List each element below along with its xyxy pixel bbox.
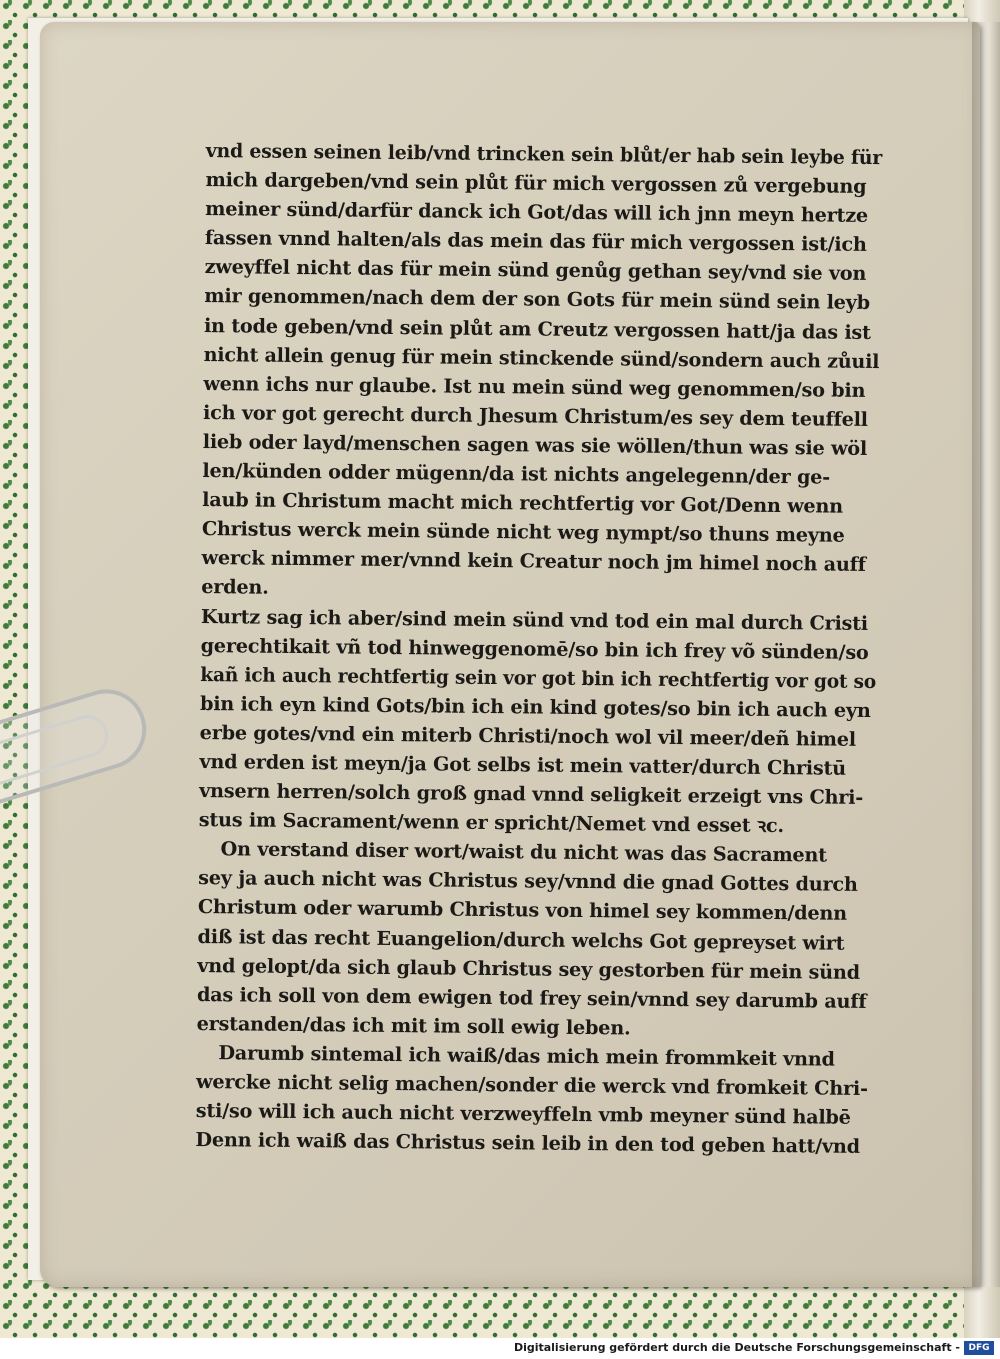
funding-credit: Digitalisierung gefördert durch die Deutsche Forschungsgemeinschaft - [513,1341,960,1354]
text-line: wercke nicht selig machen/sonder die werck vnd fromkeit Chri- [195,1069,868,1100]
text-line: erstanden/das ich mit im soll ewig leben. [196,1011,631,1040]
text-line: erbe gotes/vnd ein miterb Christi/noch wol vil meer/deñ himel [199,720,857,751]
text-line: sti/so will ich auch nicht verzweyffeln vmb meyner sünd halbē [195,1099,851,1129]
text-line: vnd erden ist meyn/ja Got selbs ist mein vatter/durch Christū [199,749,847,780]
text-line: vnd gelopt/da sich glaub Christus sey gestorben für mein sünd [197,953,861,984]
text-line: laub in Christum macht mich rechtfertig vor Got/Denn wenn [202,488,844,518]
text-line: len/künden odder mügenn/da ist nichts angelegenn/der ge- [202,459,831,489]
text-line: mich dargeben/vnd sein plůt für mich vergossen zů vergebung [205,168,867,199]
text-line: kañ ich auch rechtfertig sein vor got bin ich rechtfertig vor got so [200,662,877,693]
text-line: sey ja auch nicht was Christus sey/vnnd die gnad Gottes durch [198,866,858,897]
text-line: das ich soll von dem ewigen tod frey sein/vnnd sey darumb auff [196,982,867,1013]
page-fold-shadow [972,22,1000,1287]
text-line: vnsern herren/solch groß gnad vnnd seligkeit erzeigt vns Chri- [199,779,864,809]
footer-bar [0,1338,1000,1359]
text-line: meiner sünd/darfür danck ich Got/das will ich jnn meyn hertze [205,197,869,228]
text-line: wenn ichs nur glaube. Ist nu mein sünd weg genommen/so bin [203,371,866,402]
text-line: stus im Sacrament/wenn er spricht/Nemet vnd esset ꝛc. [198,808,784,838]
text-line: werck nimmer mer/vnnd kein Creatur noch jm himel noch auff [201,546,866,577]
text-line: Kurtz sag ich aber/sind mein sünd vnd tod ein mal durch Cristi [200,604,869,635]
text-line: Darumb sintemal ich waiß/das mich mein frommkeit vnnd [218,1041,835,1071]
text-line: lieb oder layd/menschen sagen was sie wöllen/thun was sie wöl [202,429,868,460]
text-line: zweyffel nicht das für mein sünd genůg gethan sey/vnd sie von [204,255,867,286]
dfg-logo-icon: DFG [964,1341,994,1355]
text-line: Christum oder warumb Christus von himel sey kommen/denn [197,895,848,926]
text-line: vnd essen seinen leib/vnd trincken sein blůt/er hab sein leybe für [205,138,883,170]
text-line: mir genommen/nach dem der son Gots für mein sünd sein leyb [204,284,871,315]
text-line: in tode geben/vnd sein plůt am Creutz vergossen hatt/ja das ist [203,313,871,344]
text-line: On verstand diser wort/waist du nicht was das Sacrament [220,837,828,867]
text-line: nicht allein genug für mein stinckende sünd/sondern auch zůuil [203,342,880,373]
text-line: diß ist das recht Euangelion/durch welchs Got gepreyset wirt [197,924,845,955]
text-line: fassen vnnd halten/als das mein das für mich vergossen ist/ich [204,226,867,257]
text-line: Denn ich waiß das Christus sein leib in den tod geben hatt/vnd [195,1128,861,1159]
text-line: ich vor got gerecht durch Jhesum Christum/es sey dem teuffell [202,400,868,431]
text-line: erden. [201,575,269,600]
text-line: bin ich eyn kind Gots/bin ich ein kind gotes/so bin ich auch eyn [199,691,871,722]
page-text [195,136,882,1161]
text-line: Christus werck mein sünde nicht weg nympt/so thuns meyne [201,517,845,547]
text-line: gerechtikait vñ tod hinweggenomē/so bin ich frey võ sünden/so [200,633,869,664]
